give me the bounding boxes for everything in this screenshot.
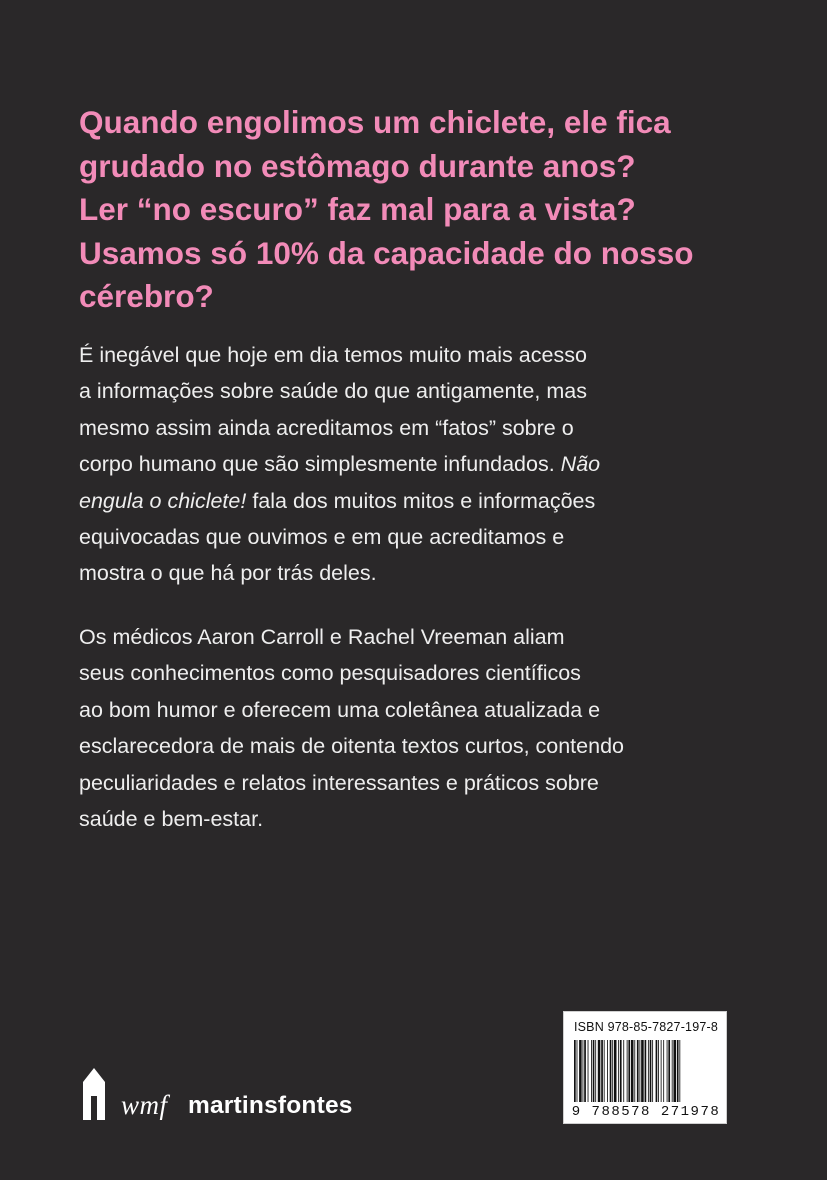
barcode-bar: [672, 1040, 673, 1102]
barcode-bar: [661, 1040, 662, 1102]
barcode-bar: [583, 1040, 584, 1102]
question-line: Ler “no escuro” faz mal para a vista?: [79, 191, 636, 227]
authors-paragraph: [79, 619, 779, 837]
barcode-bar: [639, 1040, 640, 1102]
question-line: Usamos só 10% da capacidade do nosso: [79, 234, 694, 271]
book-title-part: engula o chiclete!: [79, 488, 247, 513]
publisher-wmf: wmf: [121, 1090, 168, 1120]
barcode-bar: [667, 1040, 668, 1102]
barcode-bar: [618, 1040, 619, 1102]
barcode-bar: [673, 1040, 676, 1102]
barcode-bar: [677, 1040, 679, 1102]
paragraph-line: a informações sobre saúde do que antigamente, mas: [79, 379, 587, 404]
question-line: Quando engolimos um chiclete, ele fica: [79, 104, 671, 140]
barcode-bar: [637, 1040, 639, 1102]
barcode-bar: [634, 1040, 635, 1102]
paragraph-line: esclarecedora de mais de oitenta textos curtos, contendo: [79, 734, 624, 759]
paragraph-line: equivocadas que ouvimos e em que acreditamos e: [79, 525, 565, 550]
barcode-bar: [620, 1040, 622, 1102]
barcode-bar: [650, 1040, 652, 1102]
barcode-bar: [607, 1040, 608, 1102]
barcode-bar: [628, 1040, 630, 1102]
paragraph-line: [79, 446, 779, 482]
paragraph-line: [79, 483, 779, 519]
barcode-bar: [591, 1040, 592, 1102]
barcode-bar: [595, 1040, 596, 1102]
barcode-bar: [593, 1040, 595, 1102]
ean-digits: 9 788578 271978: [571, 1104, 721, 1120]
question-line: cérebro?: [79, 278, 214, 314]
barcode-bar: [658, 1040, 659, 1102]
paragraph-line: seus conhecimentos como pesquisadores científicos: [79, 661, 581, 686]
barcode-bar: [623, 1040, 624, 1102]
book-title-part: Não: [560, 452, 601, 477]
paragraph-line: saúde e bem-estar.: [79, 807, 264, 832]
isbn-label: ISBN 978-85-7827-197-8: [573, 1020, 719, 1034]
description-paragraph: [79, 337, 779, 592]
barcode-bar: [679, 1040, 680, 1102]
barcode-bars: [574, 1040, 718, 1102]
paragraph-text: corpo humano que são simplesmente infundados.: [79, 452, 561, 477]
isbn-barcode: [563, 1011, 727, 1124]
barcode-bar: [668, 1040, 670, 1102]
barcode-bar: [648, 1040, 649, 1102]
paragraph-line: mesmo assim ainda acreditamos em “fatos” sobre o: [79, 415, 574, 440]
barcode-bar: [588, 1040, 589, 1102]
barcode-bar: [574, 1040, 576, 1102]
barcode-bar: [612, 1040, 613, 1102]
barcode-bar: [598, 1040, 601, 1102]
barcode-bar: [610, 1040, 612, 1102]
publisher-name: martinsfontes: [188, 1092, 353, 1119]
barcode-bar: [614, 1040, 617, 1102]
barcode-bar: [652, 1040, 653, 1102]
barcode-bar: [601, 1040, 603, 1102]
paragraph-line: É inegável que hoje em dia temos muito mais acesso: [79, 343, 587, 367]
teaser-questions: [79, 101, 779, 319]
paragraph-line: ao bom humor e oferecem uma coletânea atualizada e: [79, 697, 601, 722]
paragraph-text: fala dos muitos mitos e informações: [246, 488, 596, 513]
barcode-bar: [627, 1040, 628, 1102]
barcode-bar: [631, 1040, 634, 1102]
paragraph-line: Os médicos Aaron Carroll e Rachel Vreeman aliam: [79, 625, 565, 649]
building-icon: [81, 1066, 107, 1120]
barcode-bar: [584, 1040, 586, 1102]
publisher-logo: [81, 1066, 381, 1122]
paragraph-line: mostra o que há por trás deles.: [79, 561, 377, 586]
question-line: grudado no estômago durante anos?: [79, 147, 636, 184]
barcode-bar: [604, 1040, 605, 1102]
barcode-bar: [641, 1040, 644, 1102]
barcode-bar: [656, 1040, 658, 1102]
barcode-bar: [663, 1040, 664, 1102]
barcode-bar: [579, 1040, 582, 1102]
barcode-bar: [577, 1040, 578, 1102]
paragraph-line: peculiaridades e relatos interessantes e práticos sobre: [79, 770, 599, 795]
barcode-bar: [645, 1040, 647, 1102]
